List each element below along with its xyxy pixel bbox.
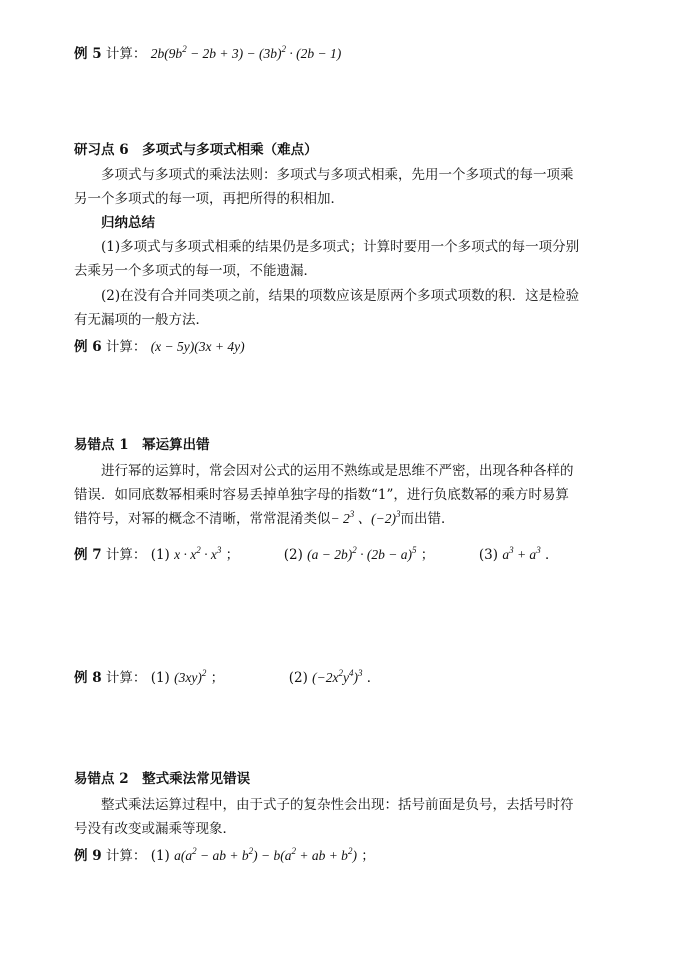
- example-8: [74, 666, 622, 690]
- error-1-line-2: 错误．如同底数幂相乘时容易丢掉单独字母的指数“1”，进行负底数幂的乘方时易算: [74, 487, 569, 503]
- point-1-line-1: (1)多项式与多项式相乘的结果仍是多项式；计算时要用一个多项式的每一项分别: [101, 239, 580, 255]
- error-point-1-body: [74, 459, 622, 531]
- point-2-line-2: 有无漏项的一般方法．: [74, 312, 209, 328]
- example-8-prompt: 计算：: [105, 670, 147, 686]
- error-2-line-2: 号没有改变或漏乘等现象．: [74, 821, 236, 837]
- example-7-item-1: (1) $x \cdot x^2 \cdot x^3$ ；: [150, 545, 240, 563]
- example-6-label: 例 6: [74, 339, 102, 355]
- error-1-line-3-text: 错符号，对幂的概念不清晰，常常混淆类似: [74, 511, 331, 527]
- example-8-item-1: (1) $(3xy)^2$ ；: [150, 668, 225, 686]
- rule-line-1: 多项式与多项式的乘法法则：多项式与多项式相乘，先用一个多项式的每一项乘: [101, 167, 574, 183]
- error-point-2-body: [74, 793, 622, 841]
- section-6-rule: [74, 163, 622, 211]
- error-1-line-3: [74, 507, 622, 531]
- example-9-prompt: 计算：: [105, 848, 147, 864]
- rule-line-2: 另一个多项式的每一项，再把所得的积相加．: [74, 191, 344, 207]
- example-5-prompt: 计算：: [105, 46, 147, 62]
- example-7-prompt: 计算：: [105, 547, 147, 563]
- example-9-label: 例 9: [74, 848, 102, 864]
- error-1-power-examples: − $2^3$ 、$(-2)^3$: [330, 509, 401, 526]
- summary-title: 归纳总结: [101, 215, 155, 231]
- example-5: [74, 42, 622, 66]
- example-9: [74, 844, 622, 868]
- section-6-title: 研习点 6 多项式与多项式相乘（难点）: [74, 142, 318, 158]
- example-6-expression: (x − 5y)(3x + 4y): [150, 339, 245, 354]
- example-7-item-2: (2) $(a - 2b)^2 \cdot (2b - a)^5$ ；: [283, 545, 435, 563]
- example-9-item-1: (1) $a(a^2$ − ab + $b^2) - b(a^2$ + ab + $b^2$) ；: [150, 846, 375, 864]
- point-1-line-2: 去乘另一个多项式的每一项，不能遗漏．: [74, 263, 317, 279]
- example-8-label: 例 8: [74, 670, 102, 686]
- example-6: [74, 335, 622, 359]
- error-1-line-3-end: 而出错．: [400, 511, 455, 527]
- example-7-item-3: (3) $a^3 + a^3$ ．: [478, 545, 559, 563]
- error-point-1-title: 易错点 1 幂运算出错: [74, 437, 210, 453]
- error-point-2-title: 易错点 2 整式乘法常见错误: [74, 771, 251, 787]
- example-5-expression: $2b(9b^2 - 2b + 3) - (3b)^2 \cdot (2b - 1)$: [150, 44, 342, 61]
- error-1-line-1: 进行幂的运算时，常会因对公式的运用不熟练或是思维不严密，出现各种各样的: [101, 463, 574, 479]
- example-7: [74, 543, 622, 567]
- example-7-label: 例 7: [74, 547, 102, 563]
- example-6-prompt: 计算：: [105, 339, 147, 355]
- summary-point-2: [74, 284, 622, 332]
- example-5-label: 例 5: [74, 46, 102, 62]
- point-2-line-1: (2)在没有合并同类项之前，结果的项数应该是原两个多项式项数的积．这是检验: [101, 288, 580, 304]
- error-2-line-1: 整式乘法运算过程中，由于式子的复杂性会出现：括号前面是负号，去括号时符: [101, 797, 574, 813]
- summary-point-1: [74, 235, 622, 283]
- example-8-item-2: (2) $(-2x^2y^4)^3$ ．: [288, 668, 381, 686]
